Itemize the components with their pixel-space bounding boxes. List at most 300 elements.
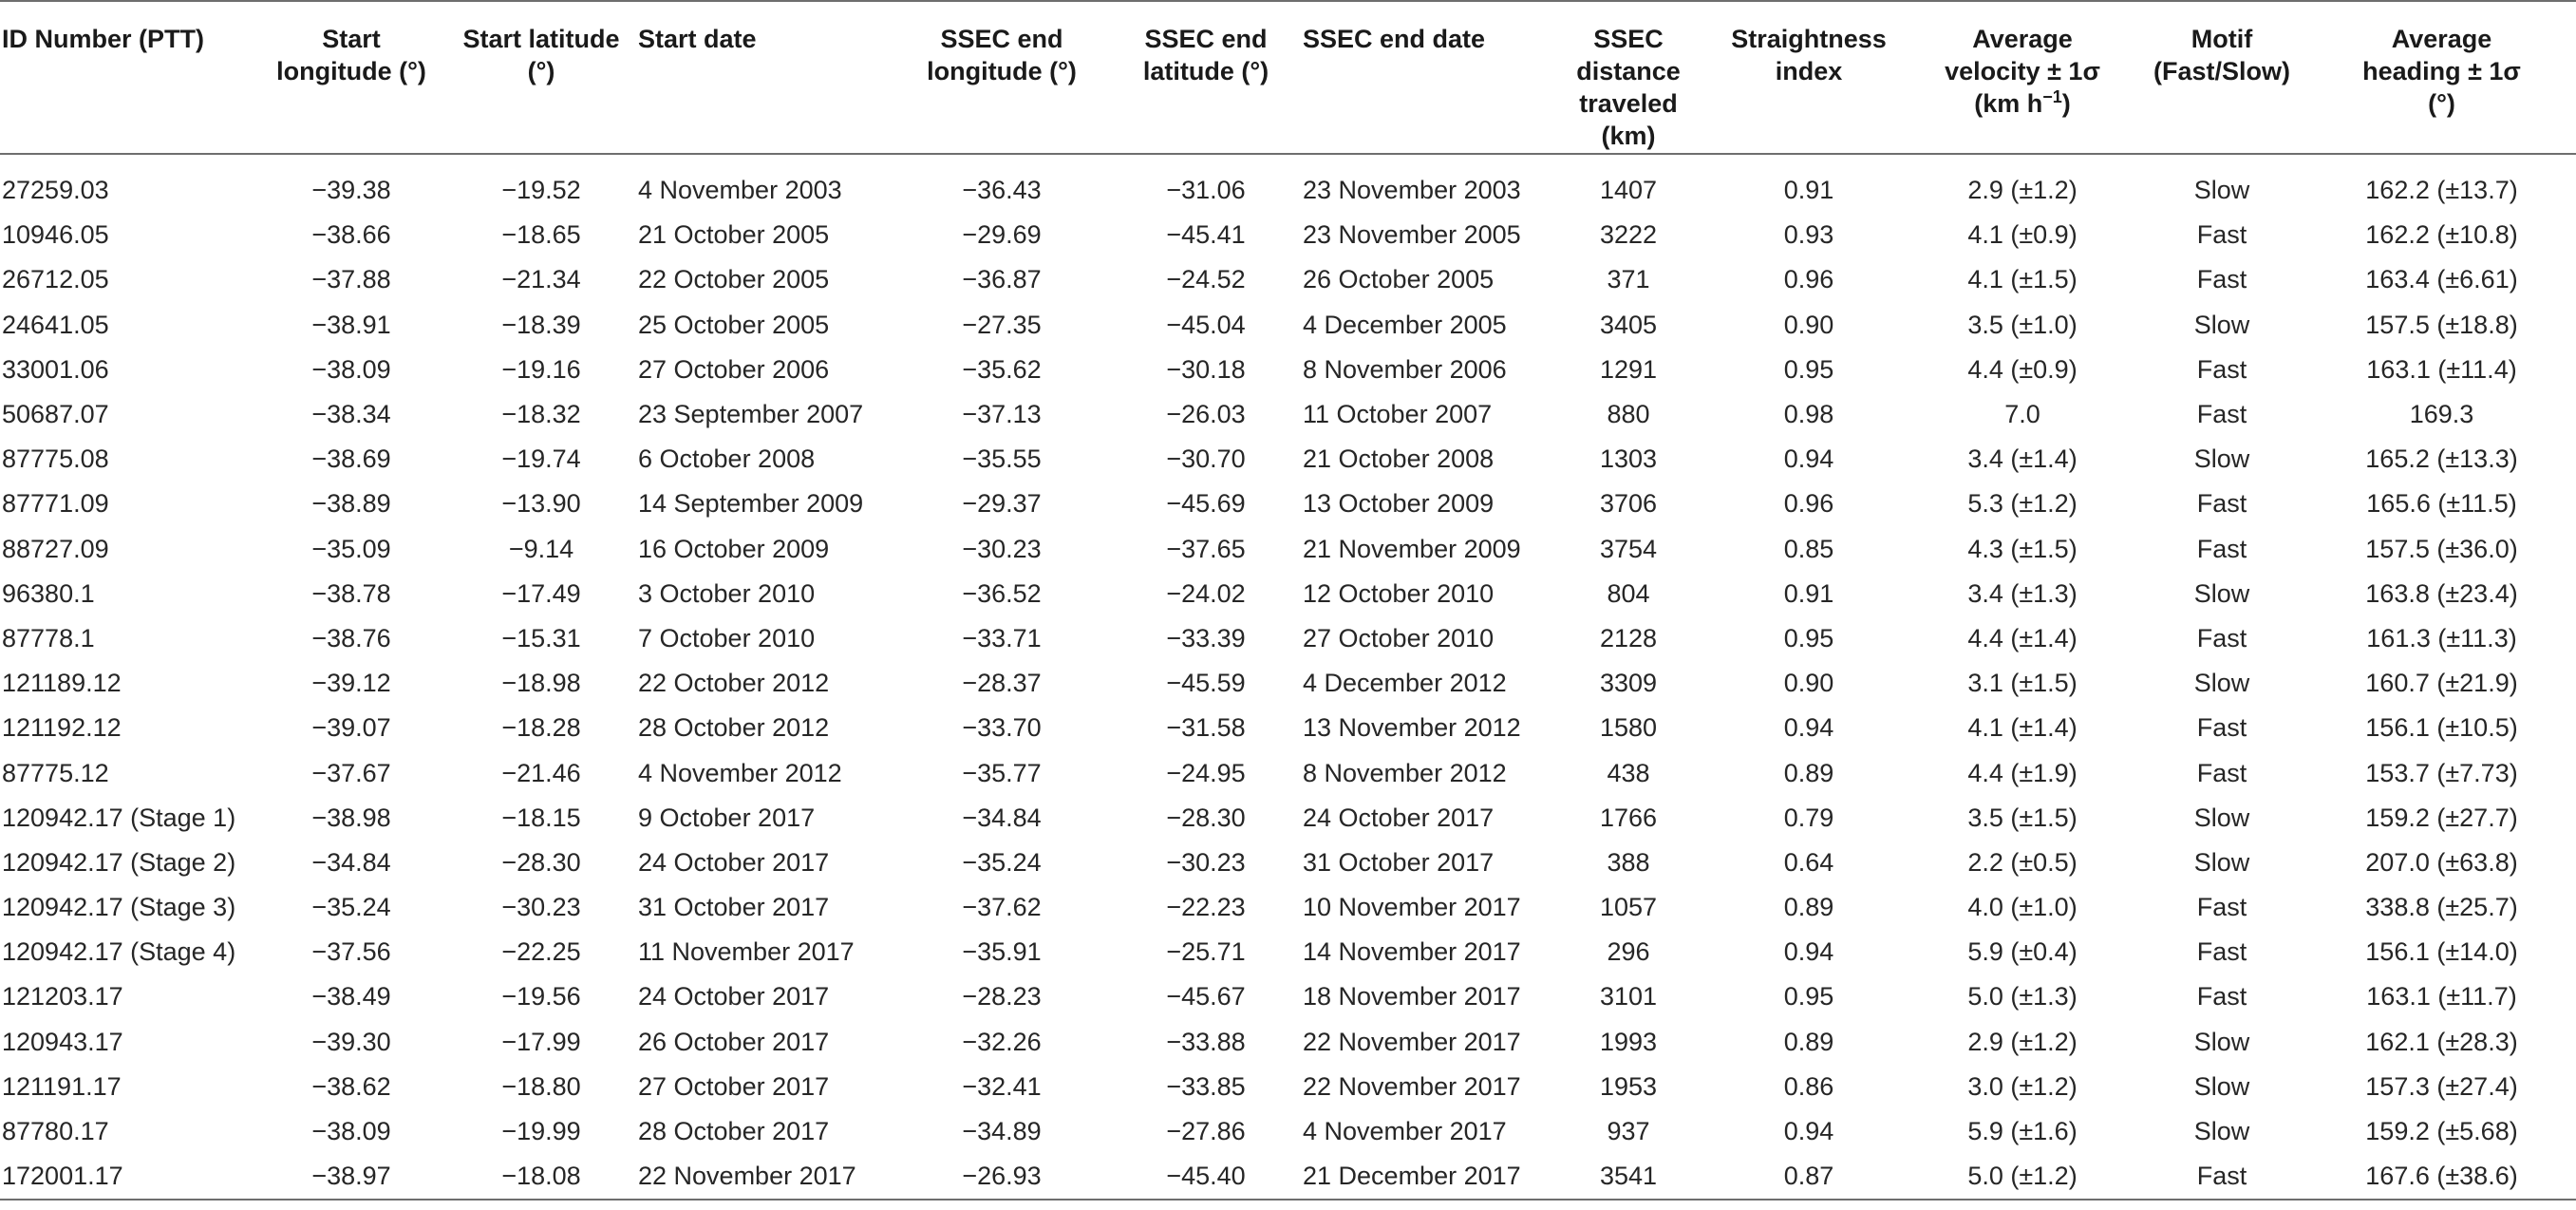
average-heading-cell: 159.2 (±27.7) — [2365, 803, 2518, 832]
start-latitude-header — [446, 1, 636, 154]
id-number-cell: 121191.17 — [2, 1071, 122, 1101]
ssec-distance-cell: 3754 — [1599, 534, 1658, 563]
id-number-cell: 96380.1 — [2, 578, 95, 608]
average-heading-cell: 153.7 (±7.73) — [2365, 758, 2518, 787]
ssec-end-latitude-cell: −45.59 — [1166, 669, 1246, 698]
ssec-distance-cell: 3309 — [1599, 669, 1658, 698]
ssec-distance-header — [1548, 1, 1709, 154]
average-velocity-cell: 5.0 (±1.2) — [1967, 1162, 2078, 1191]
average-velocity-cell: 5.3 (±1.2) — [1967, 489, 2078, 519]
motif-cell: Slow — [2193, 310, 2250, 339]
start-latitude-cell: −19.52 — [501, 176, 581, 205]
average-heading-cell: 157.3 (±27.4) — [2365, 1071, 2518, 1101]
ssec-end-date-cell: 23 November 2003 — [1303, 176, 1521, 205]
motif-cell: Fast — [2196, 1162, 2247, 1191]
ssec-end-latitude-cell: −33.88 — [1166, 1027, 1246, 1056]
table-row — [0, 303, 2576, 348]
start-latitude-cell: −21.46 — [501, 758, 581, 787]
motif-header — [2136, 1, 2307, 154]
average-heading-cell: 162.2 (±13.7) — [2365, 176, 2518, 205]
straightness-index-cell: 0.85 — [1783, 534, 1834, 563]
start-latitude-cell: −15.31 — [501, 623, 581, 652]
start-latitude-cell: −19.74 — [501, 444, 581, 474]
start-latitude-cell: −17.49 — [501, 578, 581, 608]
straightness-index-cell: 0.64 — [1783, 847, 1834, 877]
table-row — [0, 1109, 2576, 1154]
start-longitude-cell: −35.09 — [311, 534, 391, 563]
straightness-index-cell: 0.91 — [1783, 578, 1834, 608]
ssec-end-longitude-cell: −35.24 — [962, 847, 1042, 877]
straightness-index-cell: 0.91 — [1783, 176, 1834, 205]
average-heading-cell: 165.6 (±11.5) — [2366, 489, 2517, 519]
motif-cell: Fast — [2196, 489, 2247, 519]
ssec-end-date-cell: 23 November 2005 — [1303, 220, 1521, 250]
ssec-end-longitude-cell: −37.13 — [962, 400, 1042, 429]
ssec-distance-cell: 3706 — [1599, 489, 1658, 519]
start-date-cell: 14 September 2009 — [638, 489, 864, 519]
table-row — [0, 841, 2576, 885]
ssec-end-latitude-cell: −31.58 — [1166, 713, 1246, 743]
start-date-cell: 6 October 2008 — [638, 444, 816, 474]
table-row — [0, 257, 2576, 302]
motif-cell: Fast — [2196, 713, 2247, 743]
ssec-distance-cell: 1766 — [1599, 803, 1658, 832]
ssec-distance-cell: 2128 — [1599, 623, 1658, 652]
table-body — [0, 154, 2576, 1200]
ssec-end-longitude-cell: −29.37 — [962, 489, 1042, 519]
ssec-end-longitude-cell: −27.35 — [962, 310, 1042, 339]
ssec-end-date-cell: 13 November 2012 — [1303, 713, 1521, 743]
average-velocity-cell: 4.1 (±0.9) — [1967, 220, 2078, 250]
straightness-index-cell: 0.90 — [1783, 669, 1834, 698]
ssec-end-latitude-header — [1111, 1, 1301, 154]
ssec-distance-cell: 3405 — [1599, 310, 1658, 339]
ssec-end-longitude-cell: −35.77 — [962, 758, 1042, 787]
id-number-cell: 120943.17 — [2, 1027, 123, 1056]
average-velocity-cell: 3.5 (±1.0) — [1967, 310, 2078, 339]
id-number-cell: 120942.17 (Stage 1) — [2, 803, 236, 832]
header-line: traveled (km) — [1579, 89, 1678, 150]
average-heading-cell: 161.3 (±11.3) — [2366, 623, 2517, 652]
motif-cell: Fast — [2196, 265, 2247, 294]
average-heading-cell: 163.1 (±11.7) — [2366, 982, 2517, 1011]
ssec-end-date-cell: 10 November 2017 — [1303, 893, 1521, 922]
average-heading-cell: 163.8 (±23.4) — [2365, 578, 2518, 608]
ssec-distance-cell: 804 — [1607, 578, 1650, 608]
average-heading-cell: 160.7 (±21.9) — [2365, 669, 2518, 698]
table-row — [0, 661, 2576, 706]
header-line: (°) — [527, 57, 555, 85]
start-date-cell: 31 October 2017 — [638, 893, 830, 922]
average-velocity-cell: 4.4 (±1.4) — [1967, 623, 2078, 652]
ssec-distance-cell: 937 — [1607, 1117, 1650, 1146]
average-velocity-cell: 4.0 (±1.0) — [1967, 893, 2078, 922]
ssec-end-longitude-cell: −32.26 — [962, 1027, 1042, 1056]
table-row — [0, 437, 2576, 482]
motif-cell: Fast — [2196, 937, 2247, 967]
table-row — [0, 213, 2576, 257]
motif-cell: Slow — [2193, 847, 2250, 877]
ssec-end-longitude-cell: −33.71 — [962, 623, 1042, 652]
motif-cell: Fast — [2196, 758, 2247, 787]
ssec-end-longitude-cell: −35.62 — [962, 354, 1042, 384]
start-latitude-cell: −30.23 — [501, 893, 581, 922]
average-heading-cell: 162.1 (±28.3) — [2365, 1027, 2518, 1056]
ssec-end-longitude-cell: −34.84 — [962, 803, 1042, 832]
header-line: (°) — [2428, 89, 2455, 118]
ssec-distance-cell: 3541 — [1599, 1162, 1658, 1191]
ssec-end-date-header — [1301, 1, 1548, 154]
start-date-cell: 27 October 2006 — [638, 354, 830, 384]
average-heading-header — [2307, 1, 2576, 154]
start-latitude-cell: −21.34 — [501, 265, 581, 294]
start-date-cell: 9 October 2017 — [638, 803, 816, 832]
table-row — [0, 482, 2576, 526]
average-velocity-cell: 3.0 (±1.2) — [1967, 1071, 2078, 1101]
start-latitude-cell: −19.99 — [501, 1117, 581, 1146]
table-row — [0, 392, 2576, 437]
header-line: latitude (°) — [1142, 57, 1269, 85]
header-line: index — [1775, 57, 1843, 85]
average-velocity-cell: 3.4 (±1.4) — [1967, 444, 2078, 474]
ssec-end-longitude-cell: −36.43 — [962, 176, 1042, 205]
average-heading-cell: 167.6 (±38.6) — [2365, 1162, 2518, 1191]
start-date-cell: 23 September 2007 — [638, 400, 864, 429]
table-row — [0, 572, 2576, 616]
ssec-end-date-cell: 22 November 2017 — [1303, 1027, 1521, 1056]
ssec-end-latitude-cell: −22.23 — [1166, 893, 1246, 922]
start-latitude-cell: −18.32 — [501, 400, 581, 429]
average-velocity-cell: 5.0 (±1.3) — [1967, 982, 2078, 1011]
ssec-end-longitude-cell: −36.87 — [962, 265, 1042, 294]
start-longitude-cell: −38.09 — [311, 1117, 391, 1146]
id-number-cell: 121203.17 — [2, 982, 123, 1011]
ssec-distance-cell: 1953 — [1599, 1071, 1658, 1101]
ssec-end-date-cell: 31 October 2017 — [1303, 847, 1495, 877]
motif-cell: Slow — [2193, 669, 2250, 698]
ssec-end-longitude-cell: −36.52 — [962, 578, 1042, 608]
start-latitude-cell: −28.30 — [501, 847, 581, 877]
motif-cell: Slow — [2193, 176, 2250, 205]
header-line: (Fast/Slow) — [2153, 57, 2290, 85]
ssec-distance-cell: 1407 — [1599, 176, 1658, 205]
ssec-end-latitude-cell: −24.95 — [1166, 758, 1246, 787]
ssec-end-date-cell: 26 October 2005 — [1303, 265, 1495, 294]
start-longitude-cell: −38.91 — [311, 310, 391, 339]
ssec-distance-cell: 371 — [1607, 265, 1650, 294]
header-line: Start — [322, 25, 381, 53]
table-row — [0, 796, 2576, 841]
ssec-end-date-cell: 8 November 2012 — [1303, 758, 1507, 787]
average-velocity-cell: 2.2 (±0.5) — [1967, 847, 2078, 877]
table-row — [0, 974, 2576, 1019]
ssec-distance-cell: 3222 — [1599, 220, 1658, 250]
ssec-end-latitude-cell: −45.04 — [1166, 310, 1246, 339]
start-date-cell: 27 October 2017 — [638, 1071, 830, 1101]
straightness-index-cell: 0.89 — [1783, 758, 1834, 787]
header-line: Average — [1972, 25, 2073, 53]
start-latitude-cell: −13.90 — [501, 489, 581, 519]
id-number-cell: 120942.17 (Stage 3) — [2, 893, 236, 922]
straightness-index-cell: 0.94 — [1783, 1117, 1834, 1146]
id-number-cell: 120942.17 (Stage 4) — [2, 937, 236, 967]
start-latitude-cell: −18.08 — [501, 1162, 581, 1191]
id-number-cell: 87771.09 — [2, 489, 109, 519]
average-velocity-cell: 2.9 (±1.2) — [1967, 176, 2078, 205]
average-velocity-cell: 3.4 (±1.3) — [1967, 578, 2078, 608]
start-date-cell: 24 October 2017 — [638, 982, 830, 1011]
start-date-cell: 28 October 2012 — [638, 713, 830, 743]
start-longitude-cell: −38.49 — [311, 982, 391, 1011]
ssec-end-date-cell: 21 October 2008 — [1303, 444, 1495, 474]
ssec-end-date-cell: 24 October 2017 — [1303, 803, 1495, 832]
start-latitude-cell: −17.99 — [501, 1027, 581, 1056]
start-longitude-cell: −38.97 — [311, 1162, 391, 1191]
ssec-distance-cell: 438 — [1607, 758, 1650, 787]
ssec-end-date-cell: 14 November 2017 — [1303, 937, 1521, 967]
motif-cell: Slow — [2193, 578, 2250, 608]
start-longitude-cell: −39.38 — [311, 176, 391, 205]
ssec-end-longitude-cell: −30.23 — [962, 534, 1042, 563]
straightness-index-cell: 0.79 — [1783, 803, 1834, 832]
header-line: SSEC end — [940, 25, 1063, 53]
table-row — [0, 1020, 2576, 1065]
ssec-end-latitude-cell: −37.65 — [1166, 534, 1246, 563]
header-line: SSEC — [1593, 25, 1664, 53]
ssec-end-longitude-cell: −35.91 — [962, 937, 1042, 967]
ssec-end-latitude-cell: −30.18 — [1166, 354, 1246, 384]
ssec-distance-cell: 3101 — [1599, 982, 1658, 1011]
ssec-end-longitude-cell: −28.23 — [962, 982, 1042, 1011]
start-latitude-cell: −18.65 — [501, 220, 581, 250]
header-line: velocity ± 1σ — [1945, 57, 2100, 85]
header-line: Start latitude — [462, 25, 620, 53]
id-number-cell: 88727.09 — [2, 534, 109, 563]
table-row — [0, 750, 2576, 795]
average-heading-cell: 157.5 (±18.8) — [2365, 310, 2518, 339]
start-date-cell: 24 October 2017 — [638, 847, 830, 877]
motif-cell: Slow — [2193, 1071, 2250, 1101]
ssec-end-date-cell: 13 October 2009 — [1303, 489, 1495, 519]
id-number-cell: 121189.12 — [2, 669, 122, 698]
start-latitude-cell: −18.28 — [501, 713, 581, 743]
start-date-header — [636, 1, 893, 154]
table-header — [0, 1, 2576, 154]
average-velocity-cell: 4.4 (±1.9) — [1967, 758, 2078, 787]
ssec-end-longitude-cell: −32.41 — [962, 1071, 1042, 1101]
id-number-header — [0, 1, 256, 154]
header-line: Start date — [638, 25, 757, 53]
average-heading-cell: 162.2 (±10.8) — [2365, 220, 2518, 250]
motif-cell: Fast — [2196, 400, 2247, 429]
start-date-cell: 22 November 2017 — [638, 1162, 856, 1191]
start-longitude-header — [256, 1, 446, 154]
start-date-cell: 25 October 2005 — [638, 310, 830, 339]
straightness-index-cell: 0.95 — [1783, 623, 1834, 652]
ssec-end-date-cell: 8 November 2006 — [1303, 354, 1507, 384]
id-number-cell: 33001.06 — [2, 354, 109, 384]
ssec-end-latitude-cell: −33.85 — [1166, 1071, 1246, 1101]
ssec-end-latitude-cell: −25.71 — [1166, 937, 1246, 967]
average-velocity-cell: 4.1 (±1.4) — [1967, 713, 2078, 743]
average-heading-cell: 159.2 (±5.68) — [2365, 1117, 2518, 1146]
ssec-distance-cell: 296 — [1607, 937, 1650, 967]
straightness-index-cell: 0.93 — [1783, 220, 1834, 250]
ssec-end-latitude-cell: −45.40 — [1166, 1162, 1246, 1191]
table-row — [0, 348, 2576, 392]
ssec-end-date-cell: 11 October 2007 — [1303, 400, 1493, 429]
average-velocity-cell: 4.1 (±1.5) — [1967, 265, 2078, 294]
id-number-cell: 87775.12 — [2, 758, 109, 787]
header-row — [0, 1, 2576, 154]
ssec-end-longitude-cell: −35.55 — [962, 444, 1042, 474]
id-number-cell: 172001.17 — [2, 1162, 123, 1191]
start-longitude-cell: −38.76 — [311, 623, 391, 652]
straightness-index-cell: 0.89 — [1783, 893, 1834, 922]
table-row — [0, 930, 2576, 974]
average-velocity-cell: 4.3 (±1.5) — [1967, 534, 2078, 563]
ssec-end-date-cell: 21 November 2009 — [1303, 534, 1521, 563]
start-latitude-cell: −19.16 — [501, 354, 581, 384]
table-row — [0, 616, 2576, 661]
straightness-index-cell: 0.94 — [1783, 937, 1834, 967]
start-date-cell: 4 November 2012 — [638, 758, 842, 787]
start-date-cell: 22 October 2012 — [638, 669, 830, 698]
average-velocity-cell: 3.5 (±1.5) — [1967, 803, 2078, 832]
ssec-end-longitude-cell: −28.37 — [962, 669, 1042, 698]
ssec-end-date-cell: 22 November 2017 — [1303, 1071, 1521, 1101]
header-line: SSEC end date — [1303, 25, 1486, 53]
ssec-end-longitude-cell: −26.93 — [962, 1162, 1042, 1191]
header-line: longitude (°) — [927, 57, 1077, 85]
motif-cell: Slow — [2193, 444, 2250, 474]
start-latitude-cell: −9.14 — [508, 534, 574, 563]
start-latitude-cell: −19.56 — [501, 982, 581, 1011]
start-date-cell: 16 October 2009 — [638, 534, 830, 563]
straightness-index-cell: 0.94 — [1783, 444, 1834, 474]
average-heading-cell: 157.5 (±36.0) — [2365, 534, 2518, 563]
table-row — [0, 885, 2576, 930]
average-heading-cell: 156.1 (±10.5) — [2365, 713, 2518, 743]
start-latitude-cell: −18.98 — [501, 669, 581, 698]
ssec-distance-cell: 1993 — [1599, 1027, 1658, 1056]
id-number-cell: 50687.07 — [2, 400, 109, 429]
table-row — [0, 1065, 2576, 1109]
start-latitude-cell: −18.15 — [501, 803, 581, 832]
ssec-end-latitude-cell: −27.86 — [1166, 1117, 1246, 1146]
start-longitude-cell: −37.67 — [311, 758, 391, 787]
start-longitude-cell: −38.98 — [311, 803, 391, 832]
average-velocity-cell: 2.9 (±1.2) — [1967, 1027, 2078, 1056]
start-longitude-cell: −37.88 — [311, 265, 391, 294]
ssec-end-latitude-cell: −24.52 — [1166, 265, 1246, 294]
ssec-end-longitude-header — [893, 1, 1111, 154]
id-number-cell: 87780.17 — [2, 1117, 109, 1146]
average-velocity-cell: 5.9 (±0.4) — [1967, 937, 2078, 967]
header-line: (km $h^{-1}$) — [1974, 87, 2071, 118]
table-row — [0, 154, 2576, 213]
straightness-index-cell: 0.86 — [1783, 1071, 1834, 1101]
id-number-cell: 26712.05 — [2, 265, 109, 294]
ssec-end-date-cell: 4 December 2005 — [1303, 310, 1507, 339]
header-line: Average — [2391, 25, 2492, 53]
ssec-end-latitude-cell: −33.39 — [1166, 623, 1246, 652]
motif-cell: Fast — [2196, 893, 2247, 922]
average-heading-cell: 163.1 (±11.4) — [2366, 354, 2517, 384]
start-date-cell: 4 November 2003 — [638, 176, 842, 205]
header-line: Motif — [2191, 25, 2253, 53]
start-longitude-cell: −39.12 — [311, 669, 391, 698]
header-line: distance — [1576, 57, 1681, 85]
ssec-distance-cell: 880 — [1607, 400, 1650, 429]
start-longitude-cell: −38.62 — [311, 1071, 391, 1101]
id-number-cell: 121192.12 — [2, 713, 122, 743]
straightness-index-cell: 0.96 — [1783, 489, 1834, 519]
motif-cell: Fast — [2196, 623, 2247, 652]
average-velocity-header — [1908, 1, 2136, 154]
start-date-cell: 26 October 2017 — [638, 1027, 830, 1056]
table-row — [0, 706, 2576, 750]
ssec-distance-cell: 1580 — [1599, 713, 1658, 743]
start-latitude-cell: −18.39 — [501, 310, 581, 339]
start-date-cell: 21 October 2005 — [638, 220, 830, 250]
id-number-cell: 24641.05 — [2, 310, 109, 339]
ssec-end-latitude-cell: −31.06 — [1166, 176, 1246, 205]
start-longitude-cell: −38.66 — [311, 220, 391, 250]
ssec-end-date-cell: 4 November 2017 — [1303, 1117, 1507, 1146]
id-number-cell: 27259.03 — [2, 176, 109, 205]
ssec-end-date-cell: 4 December 2012 — [1303, 669, 1507, 698]
ssec-distance-cell: 1057 — [1599, 893, 1658, 922]
start-date-cell: 3 October 2010 — [638, 578, 816, 608]
average-heading-cell: 156.1 (±14.0) — [2365, 937, 2518, 967]
straightness-index-cell: 0.89 — [1783, 1027, 1834, 1056]
ssec-end-latitude-cell: −45.69 — [1166, 489, 1246, 519]
average-velocity-cell: 5.9 (±1.6) — [1967, 1117, 2078, 1146]
table-row — [0, 1154, 2576, 1200]
id-number-cell: 120942.17 (Stage 2) — [2, 847, 236, 877]
start-longitude-cell: −38.69 — [311, 444, 391, 474]
start-date-cell: 28 October 2017 — [638, 1117, 830, 1146]
average-heading-cell: 207.0 (±63.8) — [2365, 847, 2518, 877]
straightness-index-cell: 0.95 — [1783, 982, 1834, 1011]
average-heading-cell: 165.2 (±13.3) — [2365, 444, 2518, 474]
start-longitude-cell: −38.78 — [311, 578, 391, 608]
start-date-cell: 22 October 2005 — [638, 265, 830, 294]
motif-cell: Fast — [2196, 982, 2247, 1011]
straightness-index-cell: 0.98 — [1783, 400, 1834, 429]
start-longitude-cell: −38.34 — [311, 400, 391, 429]
straightness-index-cell: 0.94 — [1783, 713, 1834, 743]
motif-cell: Fast — [2196, 354, 2247, 384]
ssec-distance-cell: 1291 — [1599, 354, 1658, 384]
header-line: Straightness — [1731, 25, 1887, 53]
ssec-end-latitude-cell: −45.41 — [1166, 220, 1246, 250]
id-number-cell: 10946.05 — [2, 220, 109, 250]
ssec-distance-cell: 388 — [1607, 847, 1650, 877]
average-heading-cell: 169.3 — [2409, 400, 2474, 429]
motif-cell: Fast — [2196, 534, 2247, 563]
start-longitude-cell: −37.56 — [311, 937, 391, 967]
ssec-end-date-cell: 12 October 2010 — [1303, 578, 1495, 608]
ssec-end-longitude-cell: −37.62 — [962, 893, 1042, 922]
start-date-cell: 11 November 2017 — [638, 937, 855, 967]
header-line: longitude (°) — [276, 57, 426, 85]
motif-cell: Fast — [2196, 220, 2247, 250]
straightness-index-header — [1709, 1, 1908, 154]
start-longitude-cell: −34.84 — [311, 847, 391, 877]
ssec-end-date-cell: 21 December 2017 — [1303, 1162, 1521, 1191]
